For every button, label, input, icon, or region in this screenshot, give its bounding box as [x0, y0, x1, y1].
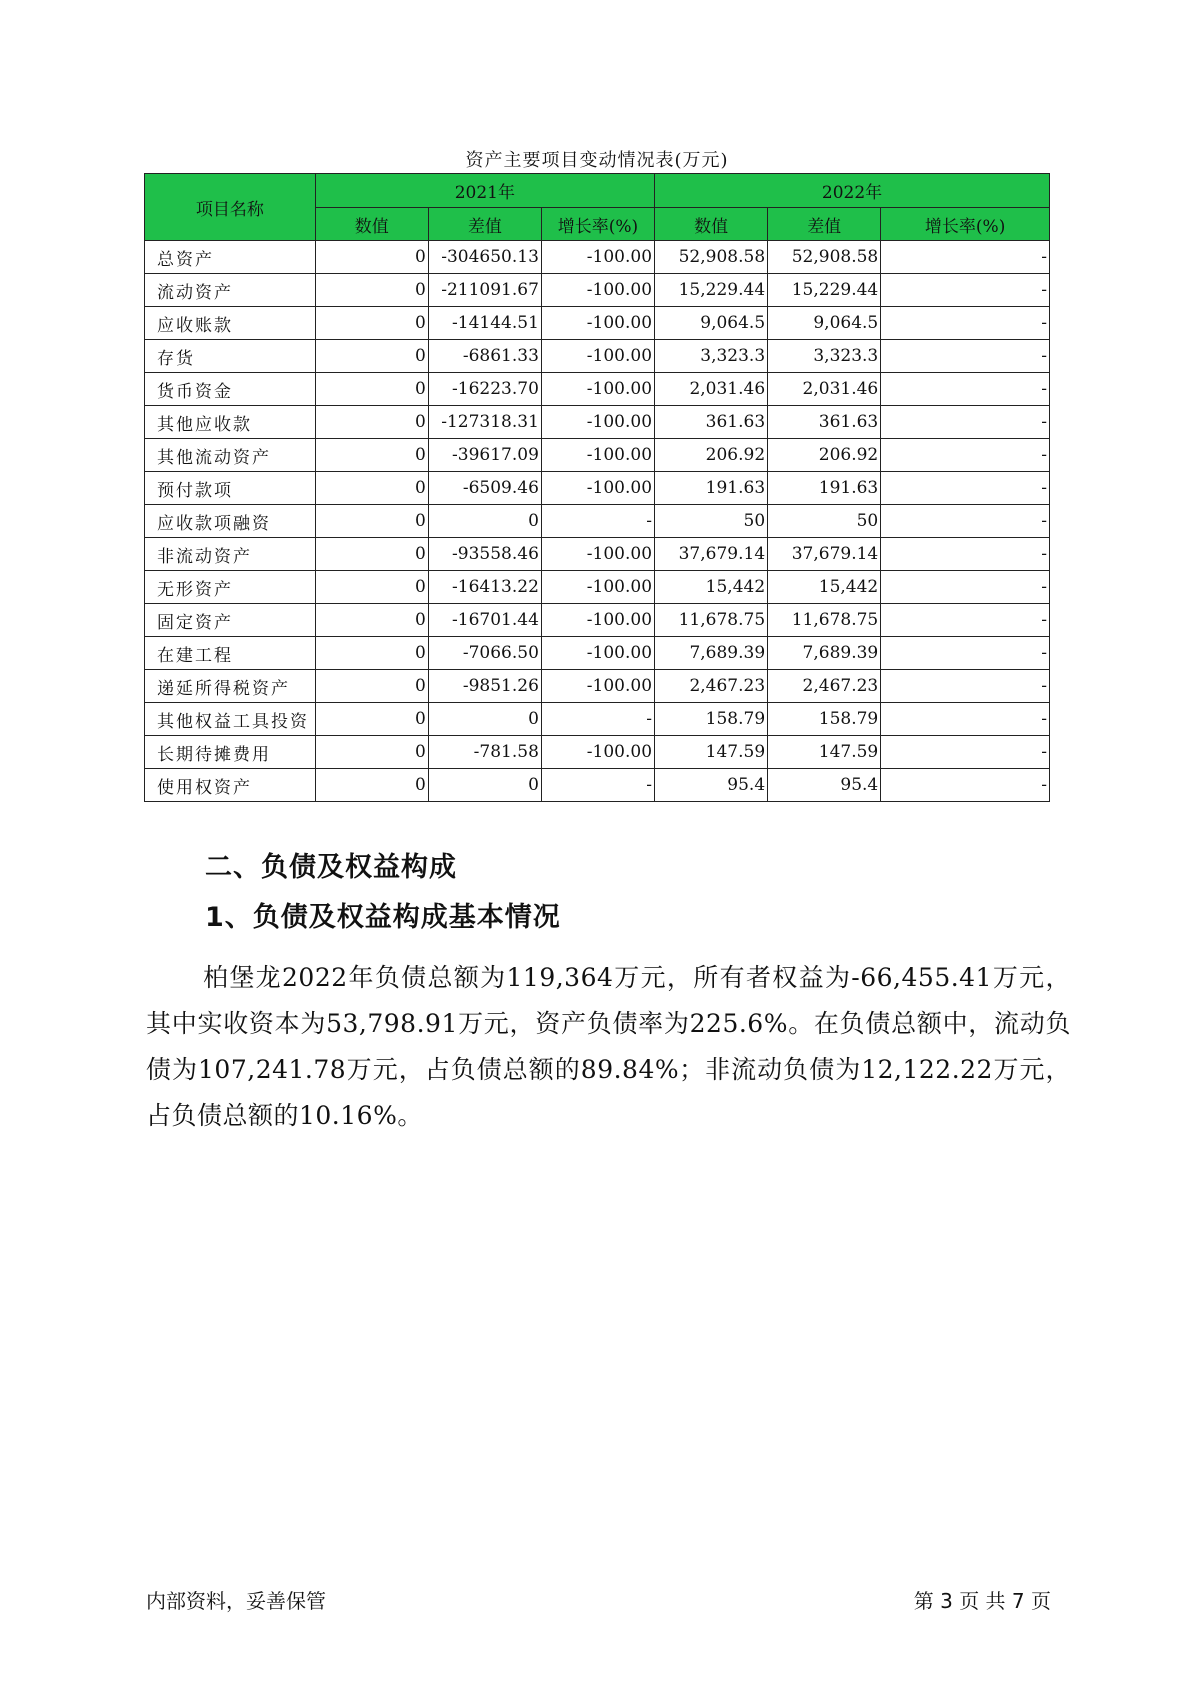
table-row	[145, 637, 1050, 670]
table-cell: 0	[315, 538, 428, 571]
table-row	[145, 307, 1050, 340]
table-cell: 9,064.5	[768, 307, 881, 340]
row-label: 在建工程	[145, 637, 316, 670]
subheader-value-2021: 数值	[315, 208, 428, 241]
table-cell: -	[881, 340, 1050, 373]
table-cell: 50	[768, 505, 881, 538]
table-cell: -100.00	[541, 604, 654, 637]
table-row	[145, 373, 1050, 406]
table-cell: -	[541, 769, 654, 802]
table-row	[145, 274, 1050, 307]
table-cell: 7,689.39	[768, 637, 881, 670]
table-row	[145, 406, 1050, 439]
footer-page-number: 第 3 页 共 7 页	[913, 1589, 1051, 1613]
table-cell: 206.92	[655, 439, 768, 472]
row-label: 存货	[145, 340, 316, 373]
table-cell: -7066.50	[428, 637, 541, 670]
table-cell: 0	[428, 505, 541, 538]
table-cell: -100.00	[541, 241, 654, 274]
table-cell: -9851.26	[428, 670, 541, 703]
table-cell: 95.4	[768, 769, 881, 802]
table-cell: -127318.31	[428, 406, 541, 439]
table-cell: 0	[315, 274, 428, 307]
table-cell: 95.4	[655, 769, 768, 802]
table-cell: 0	[315, 439, 428, 472]
table-row	[145, 571, 1050, 604]
table-cell: 158.79	[655, 703, 768, 736]
table-cell: 3,323.3	[655, 340, 768, 373]
table-row	[145, 472, 1050, 505]
table-cell: -	[881, 439, 1050, 472]
table-cell: -	[881, 307, 1050, 340]
table-cell: -	[881, 274, 1050, 307]
row-label: 固定资产	[145, 604, 316, 637]
table-cell: -16701.44	[428, 604, 541, 637]
table-cell: 15,442	[768, 571, 881, 604]
table-cell: 50	[655, 505, 768, 538]
table-cell: 3,323.3	[768, 340, 881, 373]
table-cell: -	[881, 637, 1050, 670]
table-cell: 0	[315, 406, 428, 439]
row-label: 长期待摊费用	[145, 736, 316, 769]
table-row	[145, 736, 1050, 769]
subsection-title: 1、负债及权益构成基本情况	[205, 902, 561, 933]
table-cell: -100.00	[541, 373, 654, 406]
table-cell: 0	[315, 307, 428, 340]
table-cell: -100.00	[541, 736, 654, 769]
table-cell: 11,678.75	[768, 604, 881, 637]
table-cell: 2,031.46	[655, 373, 768, 406]
row-label: 应收款项融资	[145, 505, 316, 538]
table-cell: 9,064.5	[655, 307, 768, 340]
row-label: 非流动资产	[145, 538, 316, 571]
table-cell: 37,679.14	[768, 538, 881, 571]
table-title: 资产主要项目变动情况表(万元)	[465, 150, 729, 171]
row-label: 递延所得税资产	[145, 670, 316, 703]
table-cell: 2,467.23	[768, 670, 881, 703]
table-row	[145, 604, 1050, 637]
subheader-diff-2021: 差值	[428, 208, 541, 241]
table-cell: 191.63	[768, 472, 881, 505]
table-cell: -	[881, 472, 1050, 505]
table-cell: 37,679.14	[655, 538, 768, 571]
table-cell: 0	[315, 241, 428, 274]
table-cell: 0	[315, 373, 428, 406]
table-cell: 0	[315, 703, 428, 736]
table-row	[145, 670, 1050, 703]
table-cell: 191.63	[655, 472, 768, 505]
table-cell: -100.00	[541, 670, 654, 703]
table-cell: -	[541, 505, 654, 538]
table-cell: 206.92	[768, 439, 881, 472]
table-cell: -6509.46	[428, 472, 541, 505]
table-cell: 0	[315, 604, 428, 637]
row-label: 其他应收款	[145, 406, 316, 439]
table-cell: 0	[315, 637, 428, 670]
table-cell: -	[881, 769, 1050, 802]
row-label: 其他流动资产	[145, 439, 316, 472]
row-label: 预付款项	[145, 472, 316, 505]
table-cell: -	[881, 571, 1050, 604]
table-cell: -16223.70	[428, 373, 541, 406]
table-cell: 0	[315, 571, 428, 604]
table-cell: 7,689.39	[655, 637, 768, 670]
table-cell: -781.58	[428, 736, 541, 769]
table-cell: -	[541, 703, 654, 736]
table-cell: 52,908.58	[768, 241, 881, 274]
header-year-2022: 2022年	[655, 174, 1050, 208]
table-cell: -100.00	[541, 637, 654, 670]
body-paragraph: 柏堡龙2022年负债总额为119,364万元，所有者权益为-66,455.41万元，其中实收资本为53,798.91万元，资产负债率为225.6%。在负债总额中，流动负债为107,241.78万元，占负债总额的89.84%；非流动负债为12,122.22万元，占负债总额的10.16%。	[146, 963, 1071, 1130]
table-cell: -	[881, 736, 1050, 769]
table-cell: 147.59	[655, 736, 768, 769]
table-cell: -39617.09	[428, 439, 541, 472]
row-label: 流动资产	[145, 274, 316, 307]
subheader-value-2022: 数值	[655, 208, 768, 241]
table-cell: -	[881, 241, 1050, 274]
row-label: 应收账款	[145, 307, 316, 340]
table-cell: -100.00	[541, 406, 654, 439]
row-label: 货币资金	[145, 373, 316, 406]
table-row	[145, 505, 1050, 538]
table-cell: -	[881, 373, 1050, 406]
table-row	[145, 538, 1050, 571]
table-row	[145, 769, 1050, 802]
table-cell: 0	[315, 505, 428, 538]
subheader-growth-2022: 增长率(%)	[881, 208, 1050, 241]
table-cell: 158.79	[768, 703, 881, 736]
table-cell: 0	[315, 340, 428, 373]
table-cell: 15,229.44	[655, 274, 768, 307]
table-cell: -6861.33	[428, 340, 541, 373]
table-row	[145, 340, 1050, 373]
table-cell: 15,229.44	[768, 274, 881, 307]
table-body	[145, 241, 1050, 802]
header-year-2021: 2021年	[315, 174, 654, 208]
table-cell: 147.59	[768, 736, 881, 769]
table-cell: -211091.67	[428, 274, 541, 307]
table-cell: -100.00	[541, 307, 654, 340]
table-cell: -	[881, 604, 1050, 637]
table-cell: -304650.13	[428, 241, 541, 274]
table-cell: -16413.22	[428, 571, 541, 604]
table-cell: -	[881, 538, 1050, 571]
header-item-name: 项目名称	[145, 174, 316, 241]
table-cell: -	[881, 670, 1050, 703]
subheader-diff-2022: 差值	[768, 208, 881, 241]
table-cell: 2,031.46	[768, 373, 881, 406]
table-cell: -93558.46	[428, 538, 541, 571]
table-cell: 0	[315, 472, 428, 505]
table-cell: 361.63	[768, 406, 881, 439]
table-row	[145, 439, 1050, 472]
table-cell: 0	[428, 703, 541, 736]
table-cell: 361.63	[655, 406, 768, 439]
table-cell: 11,678.75	[655, 604, 768, 637]
asset-change-table	[144, 173, 1050, 802]
row-label: 总资产	[145, 241, 316, 274]
table-cell: -100.00	[541, 439, 654, 472]
table-cell: -	[881, 505, 1050, 538]
row-label: 使用权资产	[145, 769, 316, 802]
table-cell: 0	[315, 670, 428, 703]
table-cell: 52,908.58	[655, 241, 768, 274]
table-cell: 0	[315, 769, 428, 802]
table-row	[145, 703, 1050, 736]
table-row	[145, 241, 1050, 274]
table-cell: -100.00	[541, 274, 654, 307]
row-label: 无形资产	[145, 571, 316, 604]
table-cell: -14144.51	[428, 307, 541, 340]
row-label: 其他权益工具投资	[145, 703, 316, 736]
table-cell: -	[881, 406, 1050, 439]
table-cell: -100.00	[541, 538, 654, 571]
footer-confidential-note: 内部资料，妥善保管	[146, 1589, 326, 1613]
table-cell: -	[881, 703, 1050, 736]
table-cell: -100.00	[541, 472, 654, 505]
table-cell: -100.00	[541, 571, 654, 604]
table-cell: 2,467.23	[655, 670, 768, 703]
table-cell: 15,442	[655, 571, 768, 604]
table-cell: -100.00	[541, 340, 654, 373]
subheader-growth-2021: 增长率(%)	[541, 208, 654, 241]
table-cell: 0	[428, 769, 541, 802]
table-cell: 0	[315, 736, 428, 769]
section-title: 二、负债及权益构成	[205, 852, 457, 883]
